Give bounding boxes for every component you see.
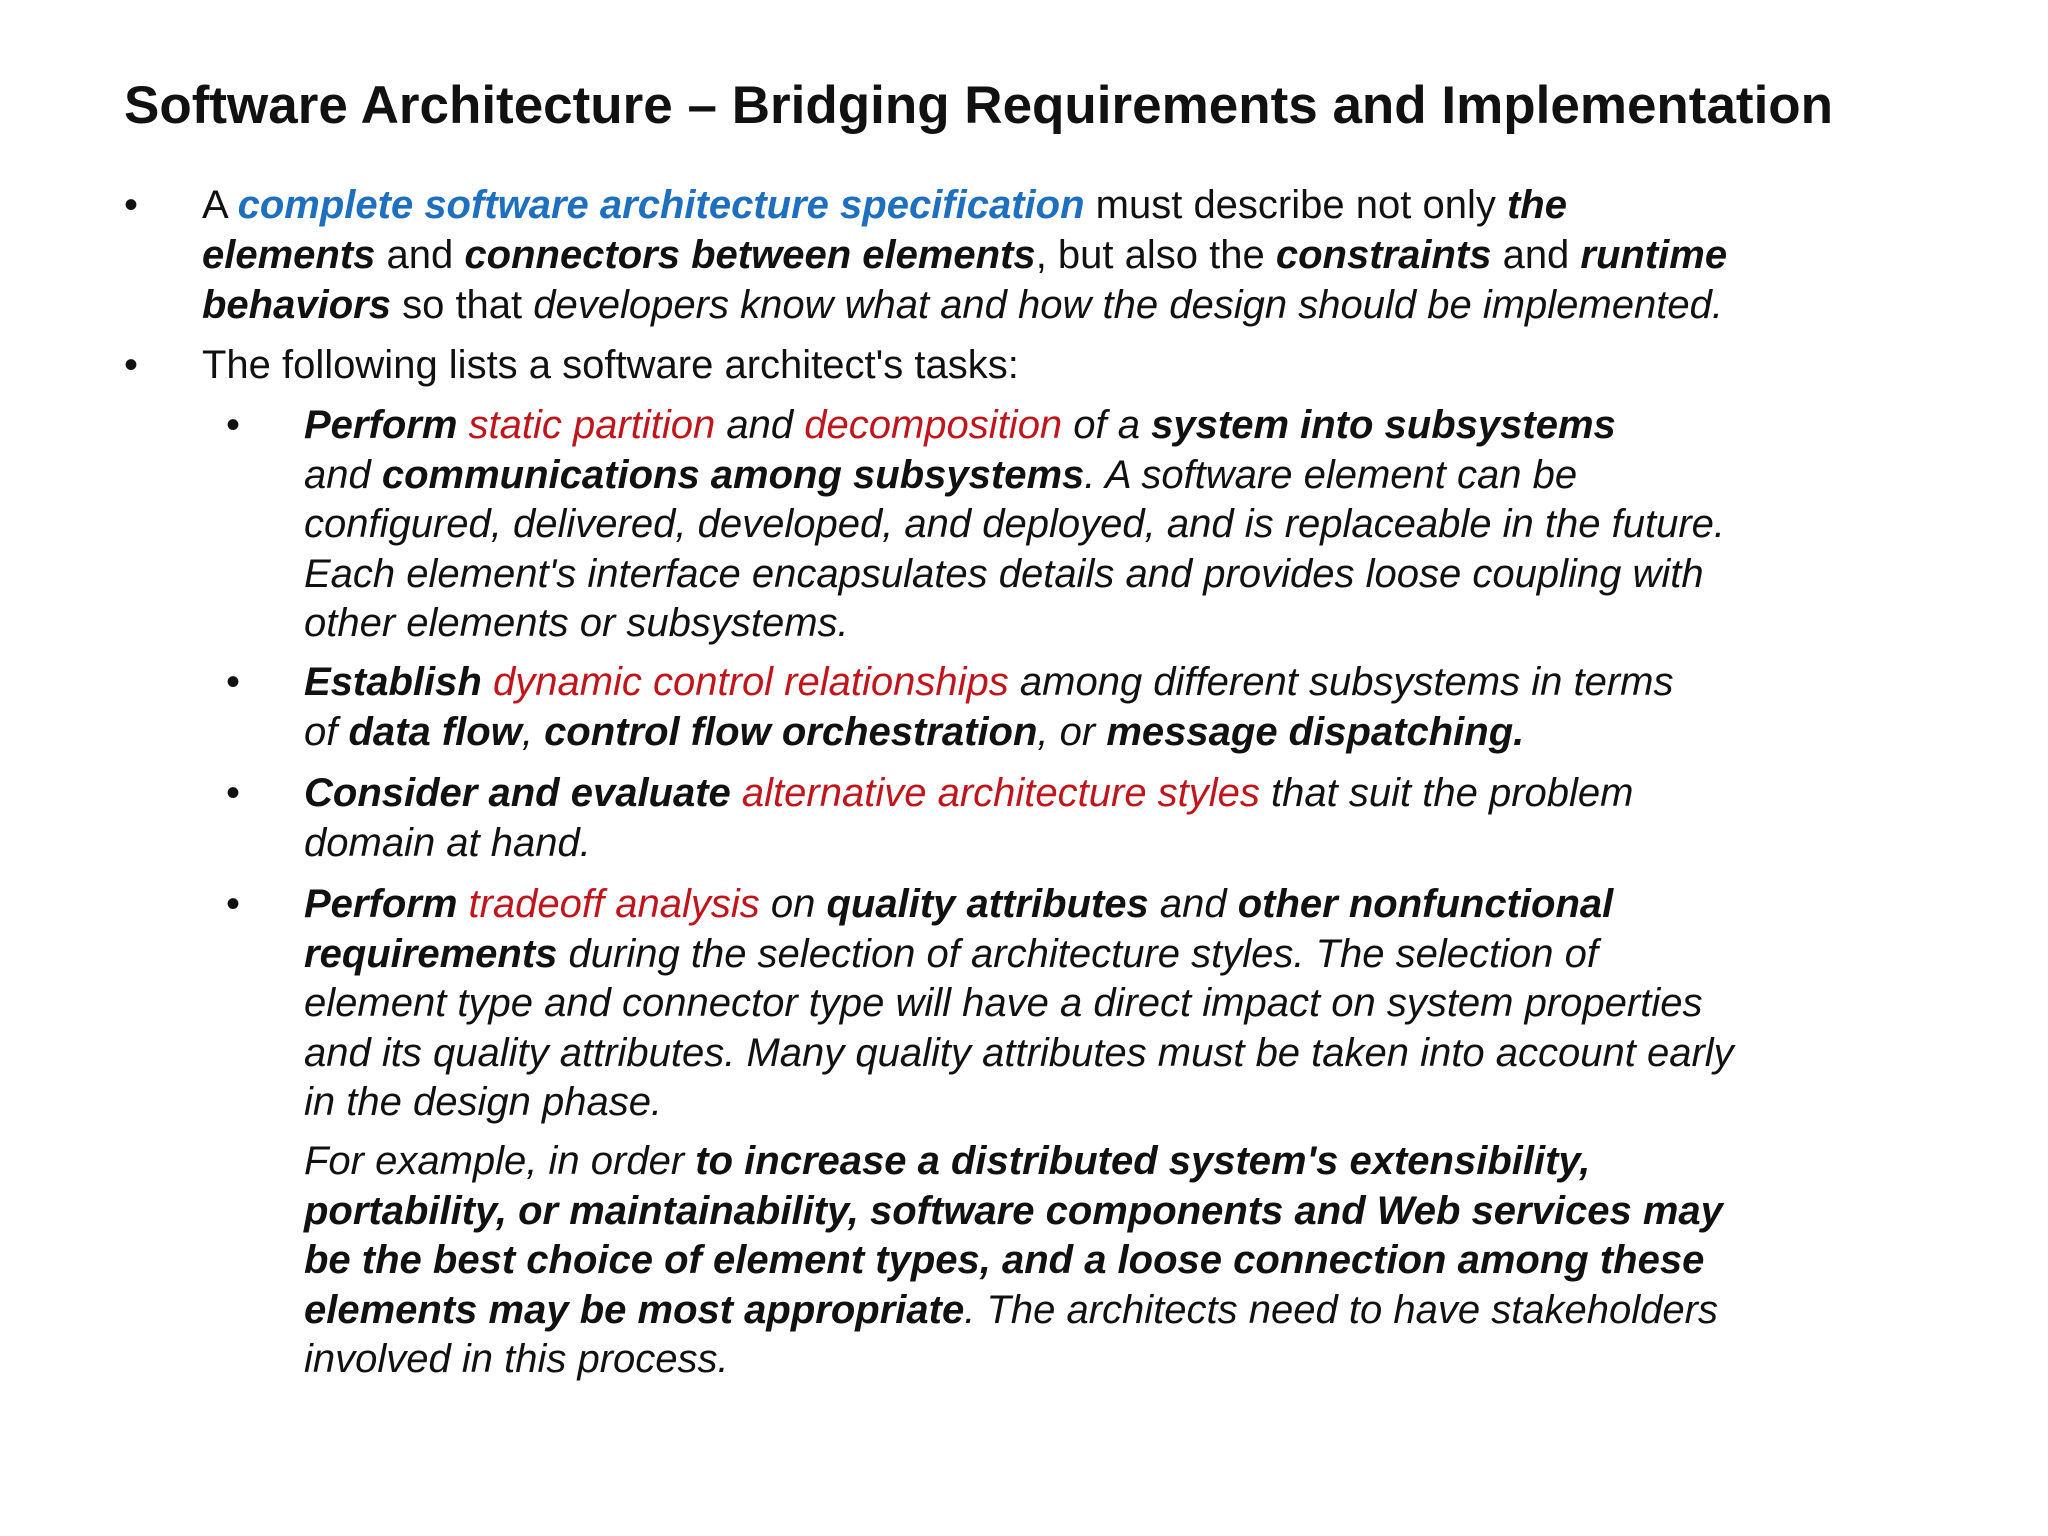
highlight-term: alternative architecture styles [741, 771, 1260, 815]
bold-term: behaviors [202, 283, 391, 327]
text-line [304, 1137, 2004, 1187]
bold-term: other nonfunctional [1237, 882, 1614, 926]
text-line [304, 1286, 2004, 1336]
slide-title: Software Architecture – Bridging Requirements and Implementation [124, 76, 1834, 135]
bold-term: quality attributes [826, 882, 1149, 926]
bold-term: Establish [304, 660, 493, 704]
task-text [304, 658, 2004, 757]
bold-term: data flow [348, 709, 522, 754]
text-line [304, 880, 2004, 930]
italic-text: developers know what and how the design should be implemented. [533, 283, 1723, 327]
bold-term: runtime [1580, 233, 1728, 277]
highlight-term: complete software architecture specification [237, 183, 1085, 227]
highlight-term: decomposition [804, 403, 1063, 447]
highlight-term: static partition [468, 403, 716, 447]
text-line [304, 658, 2004, 708]
text-run: , [521, 709, 545, 754]
bold-term: Perform [304, 882, 469, 926]
text-run: and [715, 403, 805, 447]
text-run: of a [1062, 403, 1152, 447]
text-line: configured, delivered, developed, and deployed, and is replaceable in the future. [304, 502, 1725, 546]
text-run: on [759, 882, 827, 926]
text-run: that suit the problem [1259, 771, 1634, 815]
text-run: and [304, 452, 382, 497]
text-line: be the best choice of element types, and a loose connection among these [304, 1238, 1705, 1282]
highlight-term: tradeoff analysis [468, 882, 760, 926]
text-run: and [1148, 882, 1238, 926]
text-line: The following lists a software architect's tasks: [202, 343, 1019, 387]
text-run: must describe not only [1084, 183, 1507, 227]
text-line: element type and connector type will have a direct impact on system properties [304, 981, 1703, 1025]
text-line: in the design phase. [304, 1080, 663, 1124]
bullet-text [202, 340, 2048, 390]
text-line: and its quality attributes. Many quality attributes must be taken into account early [304, 1030, 1734, 1075]
bold-term: system into subsystems [1151, 403, 1616, 447]
bullet-dot-icon: • [226, 771, 241, 815]
task-text [304, 769, 2004, 868]
bold-term: constraints [1275, 233, 1492, 277]
bullet-dot-icon: • [124, 183, 139, 227]
text-line: other elements or subsystems. [304, 601, 849, 645]
bold-term: elements may be most appropriate [304, 1287, 965, 1332]
bullet-dot-icon: • [226, 882, 241, 926]
text-line [304, 401, 2004, 451]
bullet-dot-icon: • [226, 660, 241, 704]
text-run: and [1491, 233, 1581, 277]
bold-term: the [1506, 183, 1567, 227]
text-line: Each element's interface encapsulates details and provides loose coupling with [304, 551, 1704, 596]
example-paragraph [304, 1137, 2004, 1385]
bullet-dot-icon: • [226, 403, 241, 447]
bold-term: communications among subsystems [381, 452, 1085, 497]
text-run: of [304, 709, 349, 754]
bold-term: Consider and evaluate [304, 771, 742, 815]
bullet-dot-icon: • [124, 343, 139, 387]
bullet-text [202, 180, 2048, 330]
bold-term: connectors between elements [464, 233, 1036, 277]
text-line [304, 769, 2004, 819]
text-run: . The architects need to have stakeholders [964, 1287, 1718, 1332]
bold-term: control flow orchestration [544, 709, 1038, 754]
bold-term: Perform [304, 403, 469, 447]
text-line: portability, or maintainability, software components and Web services may [304, 1188, 1723, 1233]
text-run: during the selection of architecture styles. The selection of [557, 931, 1598, 976]
text-line [304, 708, 2004, 758]
bold-term: message dispatching. [1106, 709, 1525, 754]
text-run: among different subsystems in terms [1008, 660, 1674, 704]
text-run: so that [390, 283, 534, 327]
text-run: , but also the [1035, 233, 1276, 277]
task-text [304, 401, 2004, 649]
bold-term: requirements [304, 931, 558, 976]
highlight-term: dynamic control relationships [492, 660, 1009, 704]
text-run: A [202, 183, 238, 227]
task-text [304, 880, 2004, 1128]
text-line: domain at hand. [304, 820, 591, 865]
text-run: . A software element can be [1084, 452, 1578, 497]
bold-term: to increase a distributed system's extensibility, [695, 1139, 1591, 1183]
text-line [304, 451, 2004, 501]
text-run: and [375, 233, 465, 277]
text-run: , or [1037, 709, 1107, 754]
text-line [202, 230, 2048, 280]
bold-term: elements [202, 233, 376, 277]
text-line: involved in this process. [304, 1337, 729, 1381]
text-run: For example, in order [304, 1139, 696, 1183]
text-line [202, 180, 2048, 230]
text-line [304, 930, 2004, 980]
text-line [202, 280, 2048, 330]
